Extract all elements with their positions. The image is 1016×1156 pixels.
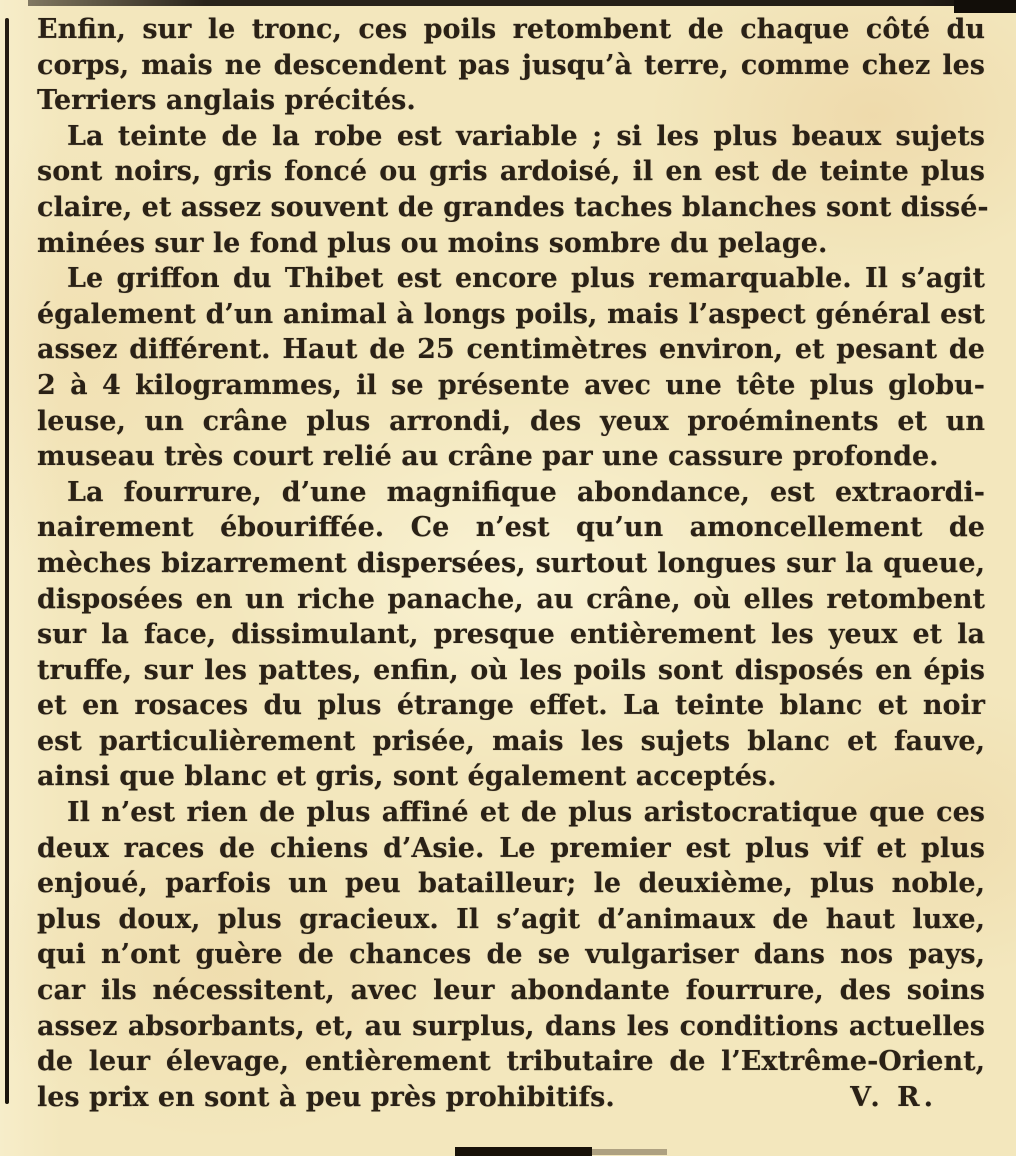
text-line: et en rosaces du plus étrange effet. La teinte blanc et noir (37, 690, 985, 722)
text-line: sur la face, dissimulant, presque entièrement les yeux et la (37, 619, 985, 651)
text-line (37, 1080, 985, 1116)
top-rule (28, 0, 1016, 6)
text-line: de leur élevage, entièrement tributaire de l’Extrême-Orient, (37, 1046, 985, 1078)
text-line: Enfin, sur le tronc, ces poils retombent de chaque côté du (37, 14, 985, 45)
next-section-fragment-faint (592, 1149, 667, 1155)
text-line: Terriers anglais précités. (37, 85, 416, 117)
text-line: deux races de chiens d’Asie. Le premier est plus vif et plus (37, 832, 985, 864)
text-line: claire, et assez souvent de grandes taches blanches sont dissé- (37, 191, 989, 223)
text-line: museau très court relié au crâne par une cassure profonde. (37, 441, 939, 473)
text-line: sont noirs, gris foncé ou gris ardoisé, il en est de teinte plus (37, 156, 985, 188)
text-line: plus doux, plus gracieux. Il s’agit d’animaux de haut luxe, (37, 903, 985, 935)
column-left-rule (5, 18, 9, 1104)
text-line: La fourrure, d’une magnifique abondance, est extraordi- (67, 476, 985, 508)
text-line: truffe, sur les pattes, enfin, où les poils sont disposés en épis (37, 654, 985, 686)
author-initials: V. R. (850, 1081, 937, 1113)
text-line: car ils nécessitent, avec leur abondante fourrure, des soins (37, 975, 985, 1007)
text-line: assez différent. Haut de 25 centimètres environ, et pesant de (37, 334, 985, 366)
text-line: 2 à 4 kilogrammes, il se présente avec une tête plus globu- (37, 369, 985, 401)
text-line: minées sur le fond plus ou moins sombre du pelage. (37, 227, 828, 259)
text-line: nairement ébouriffée. Ce n’est qu’un amoncellement de (37, 512, 985, 544)
text-line: également d’un animal à longs poils, mais l’aspect général est (37, 298, 985, 330)
text-line: Le griffon du Thibet est encore plus remarquable. Il s’agit (67, 263, 985, 295)
article-text (37, 12, 989, 1115)
text-line: La teinte de la robe est variable ; si les plus beaux sujets (67, 120, 985, 152)
text-line-content: les prix en sont à peu près prohibitifs. (37, 1081, 615, 1113)
text-line: est particulièrement prisée, mais les sujets blanc et fauve, (37, 725, 985, 757)
text-line: enjoué, parfois un peu batailleur; le deuxième, plus noble, (37, 868, 985, 900)
text-line: disposées en un riche panache, au crâne, où elles retombent (37, 583, 985, 615)
text-line: leuse, un crâne plus arrondi, des yeux proéminents et un (37, 405, 985, 437)
text-line: Il n’est rien de plus affiné et de plus aristocratique que ces (67, 797, 985, 829)
text-line: corps, mais ne descendent pas jusqu’à terre, comme chez les (37, 49, 985, 81)
next-section-fragment (455, 1147, 592, 1156)
text-line: qui n’ont guère de chances de se vulgariser dans nos pays, (37, 939, 985, 971)
text-line: ainsi que blanc et gris, sont également acceptés. (37, 761, 777, 793)
text-line: mèches bizarrement dispersées, surtout longues sur la queue, (37, 547, 985, 579)
text-line: assez absorbants, et, au surplus, dans les conditions actuelles (37, 1010, 985, 1042)
